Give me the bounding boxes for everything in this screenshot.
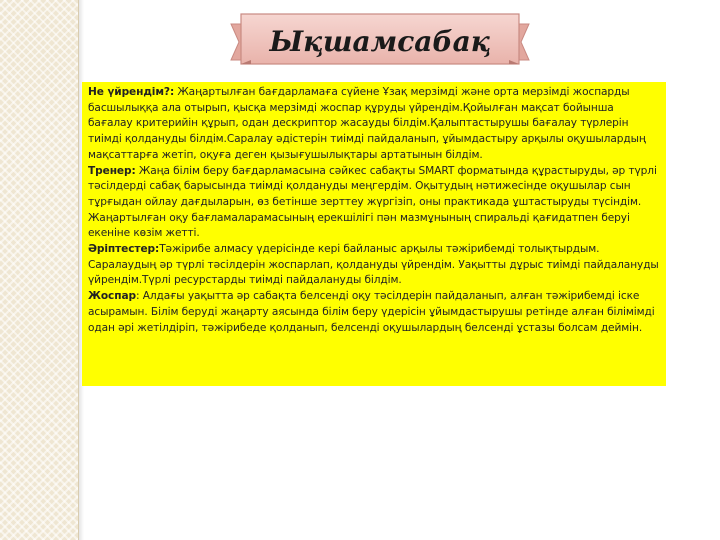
label-plan: Жоспар [88,290,136,303]
title-banner [225,10,535,72]
reflection-text-box [82,82,666,386]
text-colleagues: Тәжірибе алмасу үдерісінде кері байланыс арқылы тәжірибемді толықтырдым. Саралаудың әр түрлі тәсілдерін жоспарлап, қолдануды үйрендім. Уақытты дұрыс тиімді пайдалануды үйрендім.Түрлі ресурстарды тиімді пайдалануды білдім. [88,243,659,287]
text-learned: Жаңартылған бағдарламаға сүйене Ұзақ мерзімді және орта мерзімді жоспарды басшылыққа ала отырып, қысқа мерзімді жоспар құруды үйрендім.Қойылған мақсат бойынша бағалау критерийін құрып, одан дескриптор жасауды білдім.Қалыптастырушы бағалау түрлерін тиімді қолдануды білдім.Саралау әдістерін тиімді пайдаланып, ұйымдастыру арқылы оқушылардың мақсаттарға жетіп, оқуға деген қызығушылықтары артатынын білдім. [88,86,646,161]
paragraph-colleagues [88,242,661,289]
label-learned: Не үйрендім?: [88,86,175,98]
text-plan: : Алдағы уақытта әр сабақта белсенді оқу тәсілдерін пайдаланып, алған тәжірибемді іске асырамын. Білім беруді жаңарту аясында білім беру үдерісін ұйымдастырушы ретінде алған білімімді одан әрі жетілдіріп, тәжірибеде қолданып, белсенді оқушылардың белсенді ұстазы болсам деймін. [88,290,655,334]
label-trainer: Тренер: [88,164,136,177]
paragraph-plan [88,289,661,336]
decorative-side-strip [0,0,79,540]
paragraph-learned [88,85,661,164]
label-colleagues: Әріптестер: [88,243,160,256]
page-title: Ықшамсабақ [269,24,491,58]
text-trainer: Жаңа білім беру бағдарламасына сәйкес сабақты SMART форматында құрастыруды, әр түрлі тәсілдерді сабақ барысында тиімді қолдануды меңгердім. Оқытудың нәтижесінде оқушылар сын тұрғыдан ойлау дағдыларын, өз бетінше зерттеу жүргізіп, оны практикада ұштастыруды түсіндім. Жаңартылған оқу бағламаларамасының ерекшілігі пән мазмұнының спиральді қағидатпен беруі екеніне көзім жетті. [88,164,657,240]
paragraph-trainer [88,164,661,243]
